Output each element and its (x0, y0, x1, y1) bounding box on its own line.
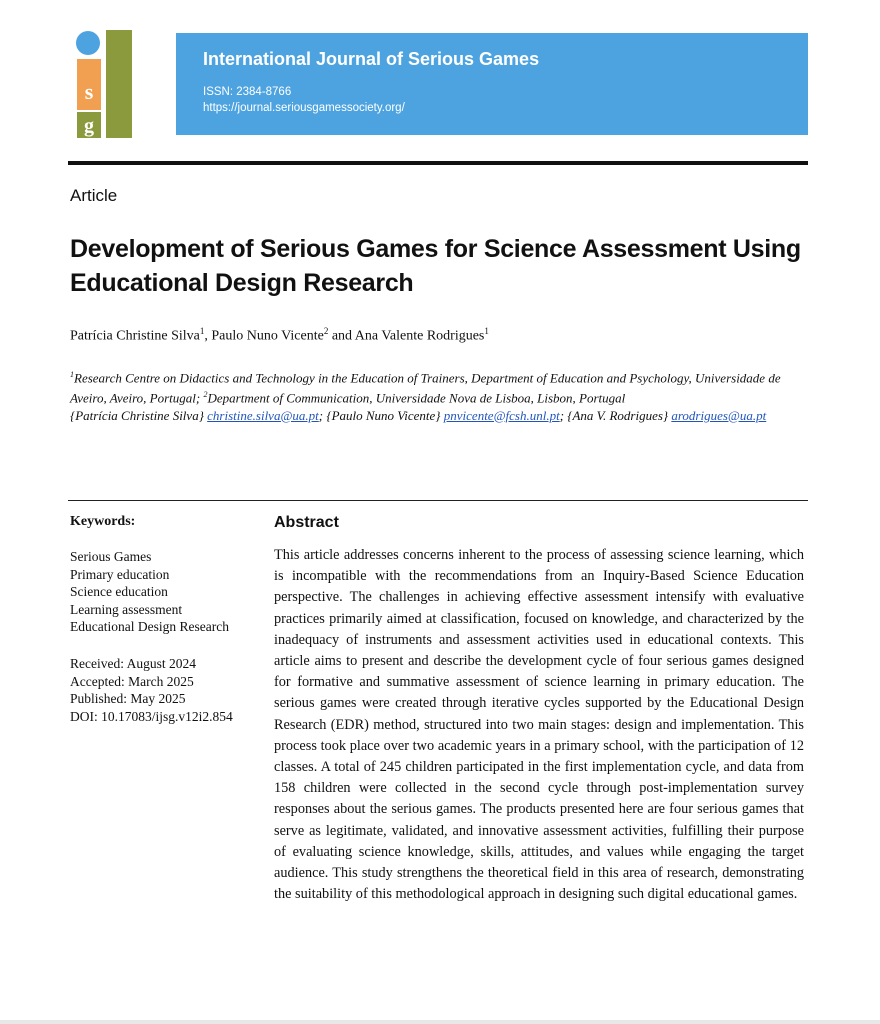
publication-dates (70, 655, 233, 725)
author-name: Paulo Nuno Vicente (211, 328, 324, 344)
keywords-list (70, 548, 229, 636)
accepted-date: Accepted: March 2025 (70, 673, 194, 689)
author-name: Patrícia Christine Silva (70, 328, 200, 344)
keywords-heading: Keywords: (70, 514, 136, 529)
affiliation-2: Department of Communication, Universidade Nova de Lisboa, Lisbon, Portugal (207, 390, 626, 406)
author-affiliation-mark: 2 (323, 326, 329, 336)
journal-banner (176, 33, 808, 135)
affiliation-1: Research Centre on Didactics and Technology in the Education of Trainers, Department of Education and Psychology, Universidade de Aveiro, Aveiro, Portugal; (70, 370, 781, 406)
journal-name: International Journal of Serious Games (203, 49, 540, 69)
email-link[interactable]: pnvicente@fcsh.unl.pt (443, 407, 560, 423)
email-link[interactable]: arodrigues@ua.pt (671, 407, 767, 423)
affiliations-block: $^1$Research Centre on Didactics and Technology in the Education of Trainers, Department of Education and Psychology, Universidade de Aveiro, Aveiro, Portugal; $^2$Department of Communication, Universidade Nova de Lisboa, Lisbon, Portugal {Patrícia Christine Silva} christine.silva@ua.pt; {Paulo Nuno Vicente} pnvicente@fcsh.unl.pt; {Ana V. Rodrigues} arodrigues@ua.pt (70, 370, 781, 423)
keyword-item: Primary education (70, 566, 170, 582)
received-date: Received: August 2024 (70, 656, 196, 671)
abstract-text: This article addresses concerns inherent to the process of assessing science learning, which is incompatible with the recommendations from an Inquiry-Based Science Education perspective. The challenges in achieving effective assessment intensify with evaluative practices primarily aimed at classification, focused on knowledge, and characterized by the inadequacy of instruments and assessment activities used in educational contexts. This article aims to present and describe the development cycle of four serious games designed for formative and summative assessment of science learning in primary education. The serious games were created through iterative cycles supported by the Educational Design Research (EDR) method, structured into two main stages: design and implementation. This process took place over two academic years in a primary school, with the participation of 12 classes. A total of 245 children participated in the first implementation cycle, and data from 158 children were collected in the second cycle through post-implementation survey responses about the serious games. The products presented here are four serious games that serve as legitimate, validated, and innovative assessment activities, fulfilling their purpose of evaluating science knowledge, skills, attitudes, and values while engaging the target audience. This study strengthens the theoretical field in this area of research, demonstrating the suitability of this methodological approach in designing such digital educational games. (274, 547, 804, 903)
article-title: Development of Serious Games for Science Assessment Using Educational Design Research (70, 235, 801, 297)
author-list: Patrícia Christine Silva$^1$, Paulo Nuno Vicente$^2$ and Ana Valente Rodrigues$^1$ (70, 326, 489, 344)
author-affiliation-mark: 1 (484, 326, 489, 336)
author-name: Ana Valente Rodrigues (354, 328, 485, 344)
journal-logo (74, 30, 134, 140)
keyword-item: Science education (70, 584, 168, 599)
keyword-item: Learning assessment (70, 601, 183, 617)
affiliation-mark: 2 (203, 390, 208, 400)
logo-olive-bar (106, 30, 132, 138)
journal-url[interactable]: https://journal.seriousgamessociety.org/ (203, 102, 405, 114)
page-bottom-edge (0, 1020, 880, 1024)
logo-letter-s: s (84, 79, 94, 104)
email-author-name: {Ana V. Rodrigues} (567, 407, 669, 423)
author-affiliation-mark: 1 (199, 326, 205, 336)
published-date: Published: May 2025 (70, 691, 186, 706)
affiliation-mark: 1 (70, 370, 74, 379)
logo-letter-g: g (84, 115, 94, 137)
email-author-name: {Patrícia Christine Silva} (70, 407, 204, 423)
abstract-heading: Abstract (274, 514, 339, 531)
doi: DOI: 10.17083/ijsg.v12i2.854 (70, 708, 233, 724)
article-type: Article (70, 186, 118, 205)
keyword-item: Educational Design Research (70, 619, 229, 634)
section-rule (68, 500, 808, 501)
email-link[interactable]: christine.silva@ua.pt (207, 407, 319, 423)
logo-blue-dot (76, 31, 100, 55)
header-rule (68, 161, 808, 165)
keyword-item: Serious Games (70, 549, 152, 564)
journal-issn: ISSN: 2384-8766 (203, 86, 292, 98)
email-author-name: {Paulo Nuno Vicente} (326, 407, 441, 423)
